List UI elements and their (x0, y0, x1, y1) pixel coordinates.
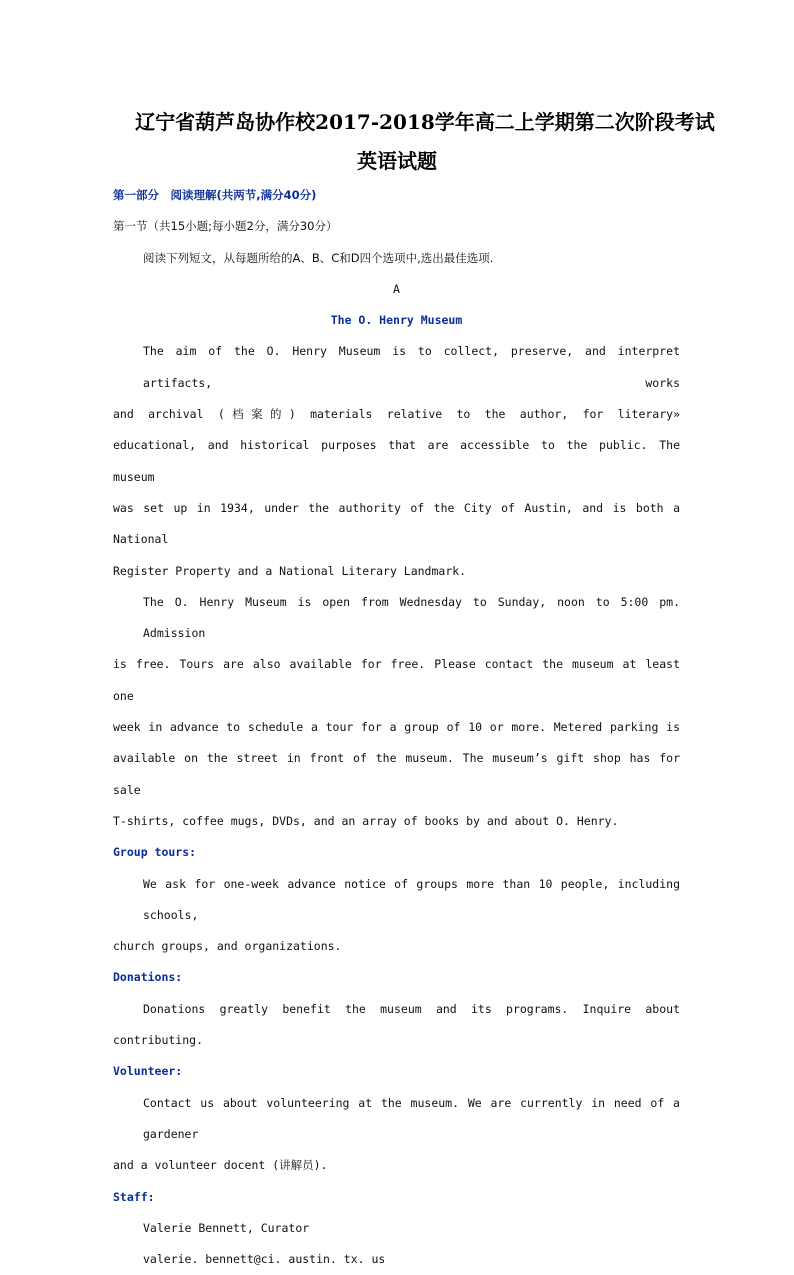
paragraph-1-line: educational, and historical purposes that are accessible to the public. The museum (113, 438, 680, 484)
group-tours-heading: Group tours: (113, 845, 197, 860)
group-tours-line: church groups, and organizations. (113, 939, 342, 954)
donations-line: Donations greatly benefit the museum and its programs. Inquire about (143, 1001, 680, 1016)
paragraph-2-line: The O. Henry Museum is open from Wednesday to Sunday, noon to 5:00 pm. Admission (143, 594, 680, 641)
paragraph-1-line: The aim of the O. Henry Museum is to collect, preserve, and interpret artifacts, works (143, 344, 680, 390)
staff-email: valerie. bennett@ci. austin. tx. us (143, 1252, 386, 1267)
subsection-heading: 第一节（共15小题;每小题2分，满分30分） (113, 219, 338, 234)
paragraph-2-line: T-shirts, coffee mugs, DVDs, and an array of books by and about O. Henry. (113, 813, 619, 828)
volunteer-heading: Volunteer: (113, 1064, 183, 1079)
donations-heading: Donations: (113, 970, 183, 985)
document-body (113, 180, 680, 1275)
paragraph-1-line: Register Property and a National Literary Landmark. (113, 563, 467, 578)
staff-heading: Staff: (113, 1189, 155, 1204)
staff-name: Valerie Bennett, Curator (143, 1220, 310, 1235)
paragraph-1-line: and archival (档案的) materials relative to the author, for literary» (113, 407, 680, 422)
exam-title: 辽宁省葫芦岛协作校2017-2018学年高二上学期第二次阶段考试 (135, 110, 715, 134)
paragraph-2-line: week in advance to schedule a tour for a group of 10 or more. Metered parking is (113, 720, 680, 735)
passage-title: The O. Henry Museum (330, 313, 463, 328)
donations-line: contributing. (113, 1033, 204, 1048)
paragraph-2-line: available on the street in front of the museum. The museum’s gift shop has for sale (113, 751, 680, 797)
volunteer-line: and a volunteer docent (讲解员). (113, 1158, 328, 1173)
instructions: 阅读下列短文，从每题所给的A、B、C和D四个选项中,选出最佳选项. (143, 250, 494, 265)
volunteer-line: Contact us about volunteering at the museum. We are currently in need of a gardener (143, 1095, 680, 1141)
passage-letter: A (393, 281, 400, 296)
exam-subtitle: 英语试题 (357, 149, 437, 173)
paragraph-1-line: was set up in 1934, under the authority of the City of Austin, and is both a National (113, 500, 680, 547)
paragraph-2-line: is free. Tours are also available for free. Please contact the museum at least one (113, 657, 680, 703)
group-tours-line: We ask for one-week advance notice of groups more than 10 people, including schools, (143, 876, 680, 922)
part-heading: 第一部分 阅读理解(共两节,满分40分) (113, 188, 317, 202)
